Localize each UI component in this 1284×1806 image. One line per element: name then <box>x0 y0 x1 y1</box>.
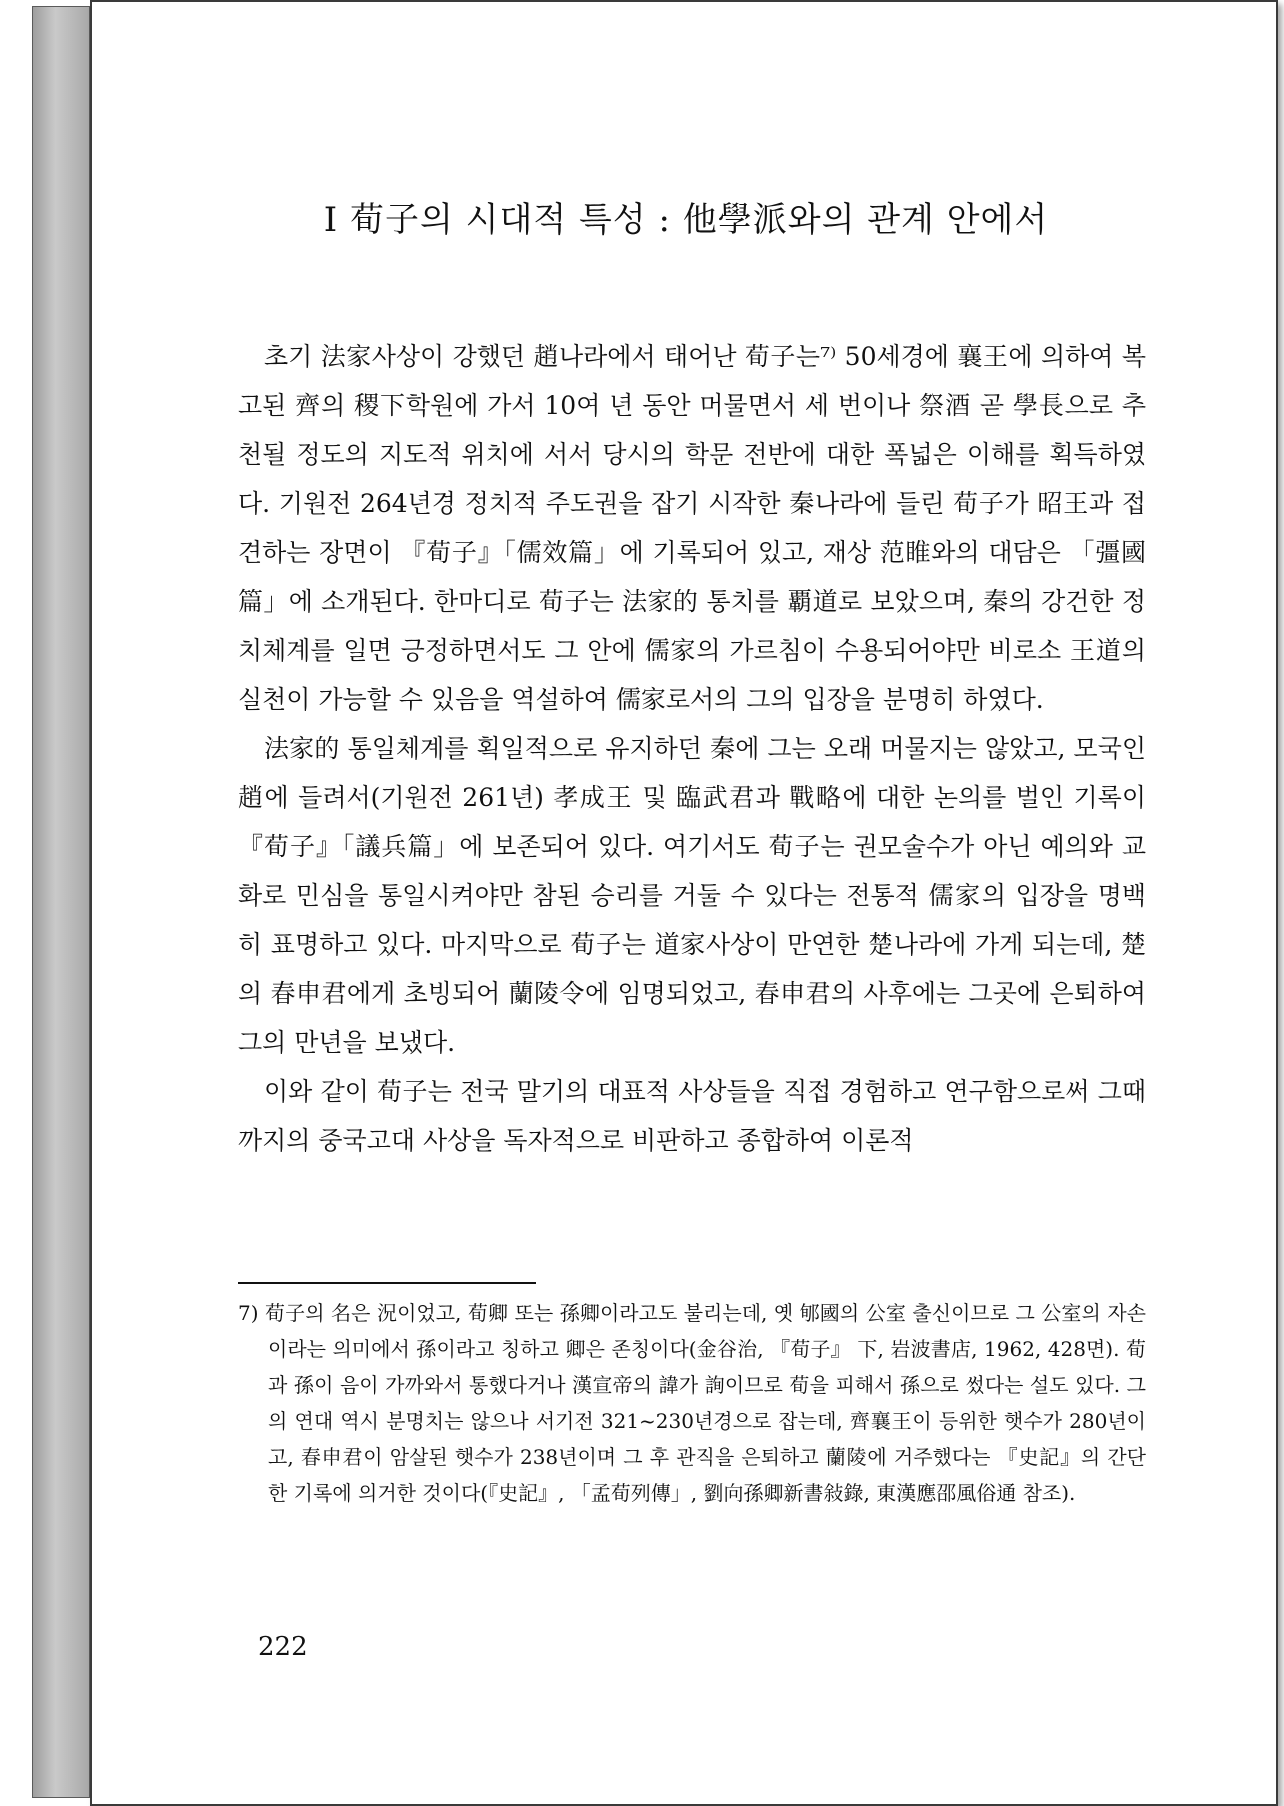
footnote-divider <box>238 1282 536 1284</box>
paragraph: 이와 같이 荀子는 전국 말기의 대표적 사상들을 직접 경험하고 연구함으로써 그때까지의 중국고대 사상을 독자적으로 비판하고 종합하여 이론적 <box>238 1077 1146 1155</box>
page-number: 222 <box>258 1632 308 1662</box>
paragraph: 초기 法家사상이 강했던 趙나라에서 태어난 荀子는⁷⁾ 50세경에 襄王에 의하여 복고된 齊의 稷下학원에 가서 10여 년 동안 머물면서 세 번이나 祭酒 곧 學長으로 추천될 정도의 지도적 위치에 서서 당시의 학문 전반에 대한 폭넓은 이해를 획득하였다. 기원전 264년경 정치적 주도권을 잡기 시작한 秦나라에 들린 荀子가 昭王과 접견하는 장면이 『荀子』「儒效篇」에 기록되어 있고, 재상 范睢와의 대담은 「彊國篇」에 소개된다. 한마디로 荀子는 法家的 통치를 覇道로 보았으며, 秦의 강건한 정치체계를 일면 긍정하면서도 그 안에 儒家의 가르침이 수용되어야만 비로소 王道의 실천이 가능할 수 있음을 역설하여 儒家로서의 그의 입장을 분명히 하였다. <box>238 342 1146 714</box>
body-text <box>238 332 1146 1165</box>
book-spine <box>32 6 90 1798</box>
section-heading: I 荀子의 시대적 특성 : 他學派와의 관계 안에서 <box>323 200 1049 240</box>
page <box>90 0 1278 1806</box>
paragraph: 法家的 통일체계를 획일적으로 유지하던 秦에 그는 오래 머물지는 않았고, 모국인 趙에 들려서(기원전 261년) 孝成王 및 臨武君과 戰略에 대한 논의를 벌인 기록이 『荀子』「議兵篇」에 보존되어 있다. 여기서도 荀子는 권모술수가 아닌 예의와 교화로 민심을 통일시켜야만 참된 승리를 거둘 수 있다는 전통적 儒家의 입장을 명백히 표명하고 있다. 마지막으로 荀子는 道家사상이 만연한 楚나라에 가게 되는데, 楚의 春申君에게 초빙되어 蘭陵令에 임명되었고, 春申君의 사후에는 그곳에 은퇴하여 그의 만년을 보냈다. <box>238 734 1146 1057</box>
footnote: 7) 荀子의 名은 況이었고, 荀卿 또는 孫卿이라고도 불리는데, 옛 郇國의 公室 출신이므로 그 公室의 자손이라는 의미에서 孫이라고 칭하고 卿은 존칭이다(金谷治, 『荀子』 下, 岩波書店, 1962, 428면). 荀과 孫이 음이 가까와서 통했다거나 漢宣帝의 諱가 詢이므로 荀을 피해서 孫으로 썼다는 설도 있다. 그의 연대 역시 분명치는 않으나 서기전 321~230년경으로 잡는데, 齊襄王이 등위한 햇수가 280년이고, 春申君이 암살된 햇수가 238년이며 그 후 관직을 은퇴하고 蘭陵에 거주했다는 『史記』의 간단한 기록에 의거한 것이다(『史記』, 「孟荀列傳」, 劉向孫卿新書敍錄, 東漢應邵風俗通 참조). <box>238 1301 1146 1505</box>
